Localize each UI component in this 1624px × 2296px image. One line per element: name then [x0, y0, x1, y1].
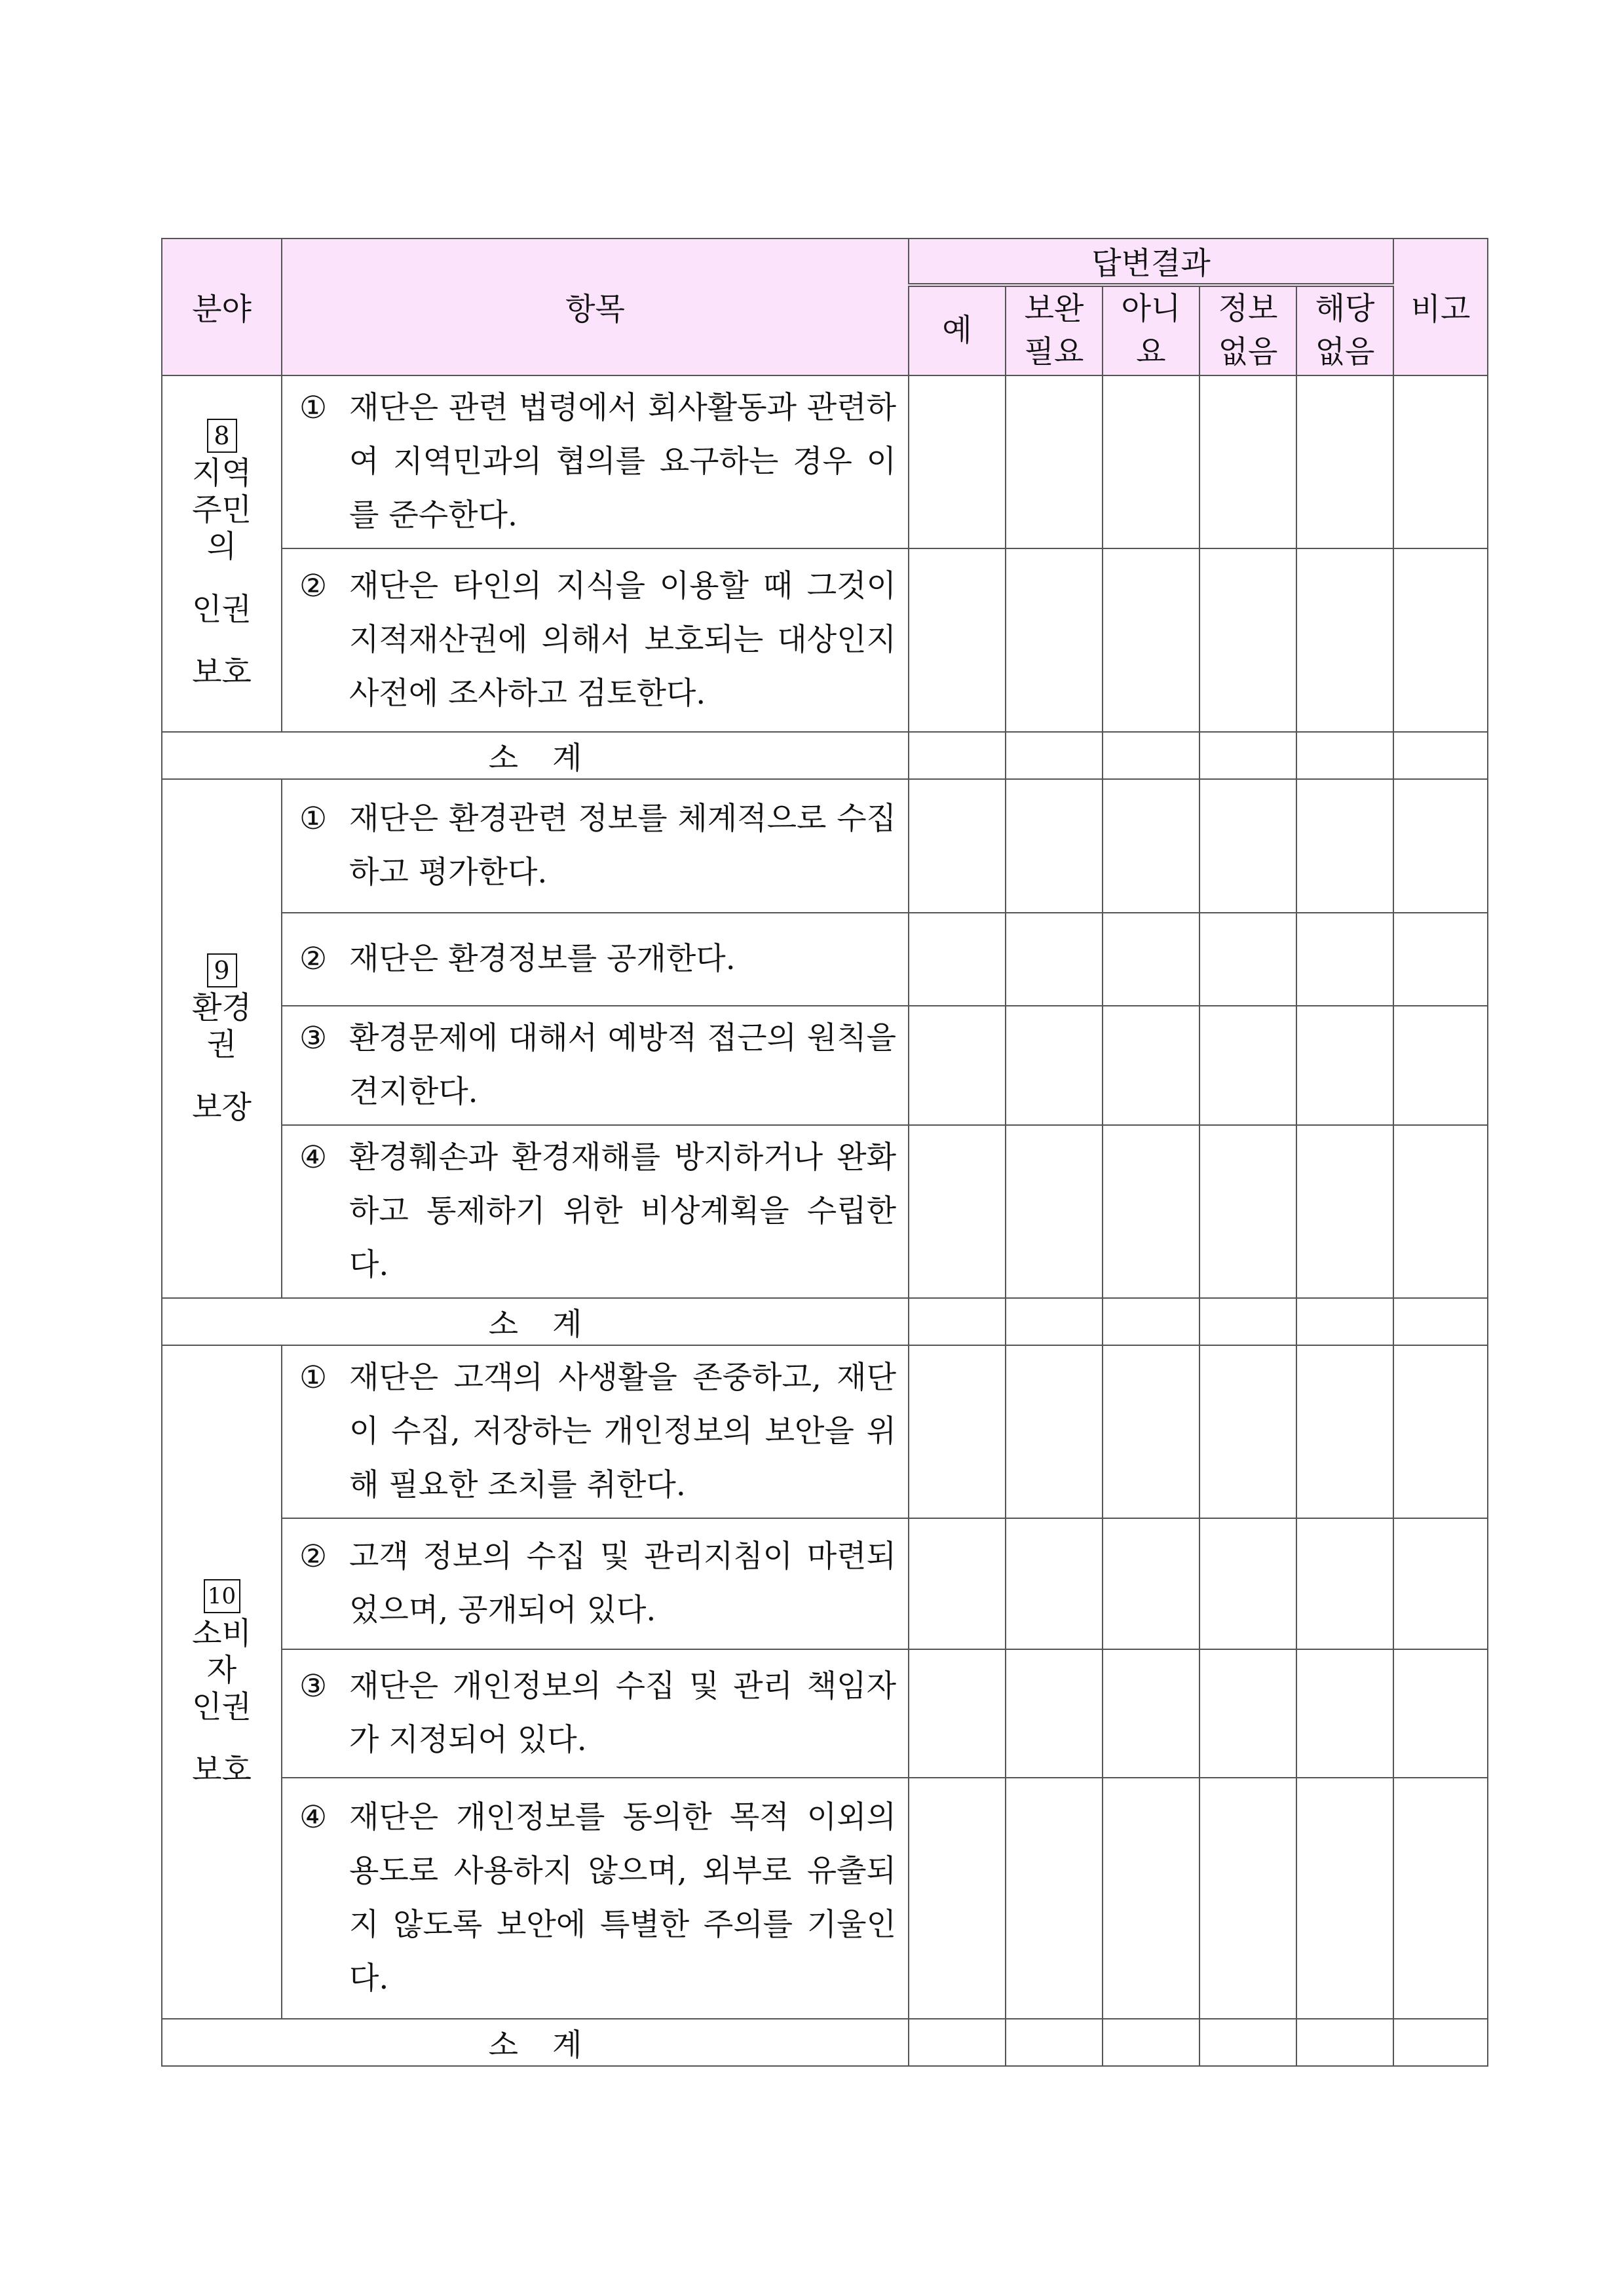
- answer-cell[interactable]: [1006, 1345, 1103, 1518]
- subtotal-label: 소 계: [162, 732, 909, 779]
- subtotal-row: [162, 1298, 1488, 1345]
- remarks-cell[interactable]: [1393, 1649, 1488, 1778]
- answer-cell[interactable]: [1296, 1518, 1393, 1649]
- answer-cell[interactable]: [1103, 375, 1199, 548]
- section-number: 8: [207, 419, 237, 453]
- answer-cell[interactable]: [909, 1298, 1006, 1345]
- answer-cell[interactable]: [1199, 1518, 1296, 1649]
- answer-cell[interactable]: [1199, 1649, 1296, 1778]
- answer-cell[interactable]: [1103, 548, 1199, 732]
- remarks-cell[interactable]: [1393, 375, 1488, 548]
- answer-cell[interactable]: [1006, 1649, 1103, 1778]
- answer-cell[interactable]: [1006, 548, 1103, 732]
- header-answer-yes: 예: [909, 285, 1006, 375]
- answer-cell[interactable]: [1006, 2019, 1103, 2066]
- table-row: [162, 1778, 1488, 2019]
- subtotal-label: 소 계: [162, 1298, 909, 1345]
- answer-cell[interactable]: [1296, 375, 1393, 548]
- answer-cell[interactable]: [1199, 375, 1296, 548]
- checklist-item: ③ 재단은 개인정보의 수집 및 관리 책임자가 지정되어 있다.: [282, 1649, 909, 1778]
- header-remarks: 비고: [1393, 239, 1488, 375]
- answer-cell[interactable]: [1006, 1006, 1103, 1125]
- answer-cell[interactable]: [1103, 913, 1199, 1006]
- answer-cell[interactable]: [1296, 1125, 1393, 1298]
- answer-cell[interactable]: [909, 1649, 1006, 1778]
- remarks-cell[interactable]: [1393, 913, 1488, 1006]
- answer-cell[interactable]: [1199, 732, 1296, 779]
- answer-cell[interactable]: [1199, 1778, 1296, 2019]
- remarks-cell[interactable]: [1393, 1518, 1488, 1649]
- answer-cell[interactable]: [1296, 1778, 1393, 2019]
- table-row: [162, 913, 1488, 1006]
- remarks-cell[interactable]: [1393, 779, 1488, 913]
- table-row: [162, 1006, 1488, 1125]
- answer-cell[interactable]: [1199, 2019, 1296, 2066]
- subtotal-row: [162, 2019, 1488, 2066]
- checklist-item: ② 재단은 타인의 지식을 이용할 때 그것이 지적재산권에 의해서 보호되는 대상인지 사전에 조사하고 검토한다.: [282, 548, 909, 732]
- answer-cell[interactable]: [1296, 2019, 1393, 2066]
- answer-cell[interactable]: [1296, 913, 1393, 1006]
- section-10-label: 10 소비 자 인권 보호: [162, 1345, 282, 2019]
- checklist-item: ① 재단은 환경관련 정보를 체계적으로 수집하고 평가한다.: [282, 779, 909, 913]
- section-number: 10: [204, 1579, 240, 1613]
- table-row: [162, 1649, 1488, 1778]
- answer-cell[interactable]: [909, 1518, 1006, 1649]
- section-8-label: 8 지역 주민 의 인권 보호: [162, 375, 282, 732]
- checklist-item: ④ 재단은 개인정보를 동의한 목적 이외의 용도로 사용하지 않으며, 외부로 유출되지 않도록 보안에 특별한 주의를 기울인다.: [282, 1778, 909, 2019]
- answer-cell[interactable]: [909, 2019, 1006, 2066]
- checklist-item: ④ 환경훼손과 환경재해를 방지하거나 완화하고 통제하기 위한 비상계획을 수립한다.: [282, 1125, 909, 1298]
- header-answer-needs-improvement: 보완 필요: [1006, 285, 1103, 375]
- answer-cell[interactable]: [1006, 1125, 1103, 1298]
- answer-cell[interactable]: [909, 375, 1006, 548]
- answer-cell[interactable]: [1006, 375, 1103, 548]
- header-field: 분야: [162, 239, 282, 375]
- header-answer-no-info: 정보 없음: [1199, 285, 1296, 375]
- table-row: [162, 548, 1488, 732]
- checklist-item: ② 고객 정보의 수집 및 관리지침이 마련되었으며, 공개되어 있다.: [282, 1518, 909, 1649]
- remarks-cell[interactable]: [1393, 1778, 1488, 2019]
- table-row: [162, 1345, 1488, 1518]
- remarks-cell[interactable]: [1393, 732, 1488, 779]
- remarks-cell[interactable]: [1393, 1125, 1488, 1298]
- remarks-cell[interactable]: [1393, 2019, 1488, 2066]
- header-answer-not-applicable: 해당 없음: [1296, 285, 1393, 375]
- answer-cell[interactable]: [1103, 1649, 1199, 1778]
- answer-cell[interactable]: [909, 1125, 1006, 1298]
- remarks-cell[interactable]: [1393, 1345, 1488, 1518]
- answer-cell[interactable]: [1103, 1345, 1199, 1518]
- answer-cell[interactable]: [1199, 548, 1296, 732]
- answer-cell[interactable]: [1103, 1778, 1199, 2019]
- subtotal-label: 소 계: [162, 2019, 909, 2066]
- remarks-cell[interactable]: [1393, 1298, 1488, 1345]
- answer-cell[interactable]: [1103, 2019, 1199, 2066]
- answer-cell[interactable]: [909, 732, 1006, 779]
- answer-cell[interactable]: [1296, 779, 1393, 913]
- checklist-table: [161, 238, 1488, 2067]
- answer-cell[interactable]: [1006, 1778, 1103, 2019]
- checklist-item: ① 재단은 관련 법령에서 회사활동과 관련하여 지역민과의 협의를 요구하는 경우 이를 준수한다.: [282, 375, 909, 548]
- answer-cell[interactable]: [1199, 913, 1296, 1006]
- subtotal-row: [162, 732, 1488, 779]
- answer-cell[interactable]: [1103, 1125, 1199, 1298]
- table-row: [162, 1125, 1488, 1298]
- answer-cell[interactable]: [1199, 1125, 1296, 1298]
- section-number: 9: [207, 953, 237, 987]
- answer-cell[interactable]: [1296, 548, 1393, 732]
- checklist-item: ③ 환경문제에 대해서 예방적 접근의 원칙을 견지한다.: [282, 1006, 909, 1125]
- answer-cell[interactable]: [1296, 1298, 1393, 1345]
- answer-cell[interactable]: [1296, 1649, 1393, 1778]
- answer-cell[interactable]: [1006, 1518, 1103, 1649]
- answer-cell[interactable]: [1296, 732, 1393, 779]
- answer-cell[interactable]: [1103, 732, 1199, 779]
- answer-cell[interactable]: [1199, 1345, 1296, 1518]
- answer-cell[interactable]: [1103, 1298, 1199, 1345]
- answer-cell[interactable]: [1199, 1298, 1296, 1345]
- header-item: 항목: [282, 239, 909, 375]
- answer-cell[interactable]: [909, 548, 1006, 732]
- answer-cell[interactable]: [1006, 779, 1103, 913]
- answer-cell[interactable]: [909, 1006, 1006, 1125]
- answer-cell[interactable]: [1103, 1006, 1199, 1125]
- answer-cell[interactable]: [1006, 913, 1103, 1006]
- answer-cell[interactable]: [1296, 1345, 1393, 1518]
- answer-cell[interactable]: [1103, 779, 1199, 913]
- answer-cell[interactable]: [1103, 1518, 1199, 1649]
- answer-cell[interactable]: [909, 913, 1006, 1006]
- table-row: [162, 1518, 1488, 1649]
- answer-cell[interactable]: [1006, 1298, 1103, 1345]
- answer-cell[interactable]: [1199, 1006, 1296, 1125]
- header-answer-no: 아니 요: [1103, 285, 1199, 375]
- header-answer-group: 답변결과: [909, 239, 1393, 285]
- section-9-label: 9 환경 권 보장: [162, 779, 282, 1298]
- answer-cell[interactable]: [1296, 1006, 1393, 1125]
- answer-cell[interactable]: [909, 1345, 1006, 1518]
- checklist-item: ① 재단은 고객의 사생활을 존중하고, 재단이 수집, 저장하는 개인정보의 보안을 위해 필요한 조치를 취한다.: [282, 1345, 909, 1518]
- table-row: [162, 779, 1488, 913]
- answer-cell[interactable]: [1199, 779, 1296, 913]
- answer-cell[interactable]: [909, 1778, 1006, 2019]
- answer-cell[interactable]: [1006, 732, 1103, 779]
- table-row: [162, 375, 1488, 548]
- remarks-cell[interactable]: [1393, 548, 1488, 732]
- answer-cell[interactable]: [909, 779, 1006, 913]
- checklist-item: ② 재단은 환경정보를 공개한다.: [282, 913, 909, 1006]
- remarks-cell[interactable]: [1393, 1006, 1488, 1125]
